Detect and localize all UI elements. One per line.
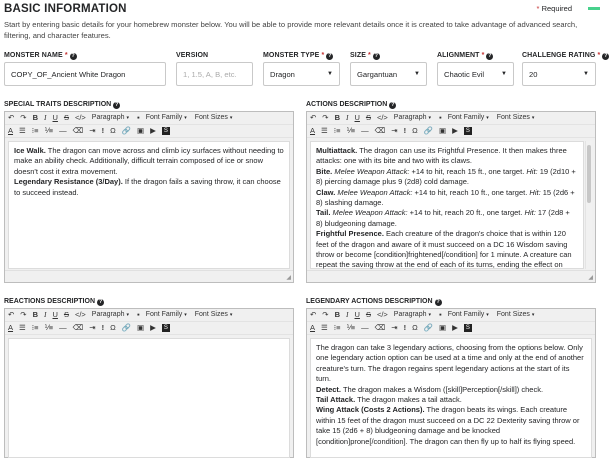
image-icon[interactable]: ▣ [137,323,145,332]
paragraph-dropdown[interactable]: Paragraph ▾ [91,114,130,121]
bold-button[interactable]: B [32,113,39,122]
bullet-list-icon[interactable]: ⁝≡ [333,126,341,135]
bold-button[interactable]: B [334,310,341,319]
source-icon[interactable]: S [465,325,470,331]
editor-toolbar-row-2 [307,322,595,335]
version-label: VERSION [176,52,209,59]
font-sizes-dropdown[interactable]: Font Sizes ▾ [194,114,233,121]
image-icon[interactable]: ▣ [137,126,145,135]
monster-name-label: MONSTER NAME * ? [4,52,75,59]
code-button[interactable]: </> [74,113,86,122]
paragraph-dropdown[interactable]: Paragraph ▾ [91,311,130,318]
undo-icon[interactable]: ↶ [8,310,15,319]
legendary-actions-editor [306,308,596,458]
special-traits-label: SPECIAL TRAITS DESCRIPTION ? [4,101,119,108]
reactions-editor [4,308,294,458]
image-icon[interactable]: ▣ [439,126,447,135]
source-icon[interactable]: S [163,128,168,134]
link-icon[interactable]: 🔗 [121,126,132,135]
font-sizes-dropdown[interactable]: Font Sizes ▾ [496,114,535,121]
numbered-list-icon[interactable]: ⅟≡ [346,126,356,135]
help-icon[interactable]: ? [98,299,103,305]
italic-button[interactable]: I [346,310,349,319]
page-title: BASIC INFORMATION [4,3,127,15]
horizontal-rule-icon[interactable]: — [361,126,369,135]
required-note: * Required [536,4,572,13]
help-icon[interactable]: ? [115,102,119,108]
monster-type-select[interactable]: Dragon ▼ [263,62,340,86]
paint-icon[interactable]: ▪ [137,113,140,122]
horizontal-rule-icon[interactable]: — [361,323,369,332]
numbered-list-icon[interactable]: ⅟≡ [44,126,54,135]
numbered-list-icon[interactable]: ⅟≡ [346,323,356,332]
omega-button[interactable]: Ω [412,126,418,135]
bold-button[interactable]: B [334,113,341,122]
underline-button[interactable]: U [52,113,58,122]
font-sizes-dropdown[interactable]: Font Sizes ▾ [496,311,535,318]
size-select[interactable]: Gargantuan ▼ [350,62,427,86]
clear-format-icon[interactable]: ⌫ [374,126,386,135]
paint-icon[interactable]: ▪ [439,113,442,122]
editor-toolbar-row-2 [5,322,293,335]
clear-format-icon[interactable]: ⌫ [374,323,386,332]
resize-grip-icon[interactable]: ◢ [588,275,593,281]
text-color-button[interactable]: A [310,323,316,332]
actions-content[interactable]: Multiattack. The dragon can use its Frightful Presence. It then makes three attacks: one with its bite and two with its claws. Bite. Melee Weapon Attack: +14 to hit, reach 15 ft., one target. Hit: 19 (2d10 + 8) piercing damage plus 9 (2d8) cold damage. Claw. Melee Weapon Attack: +14 to hit, reach 10 ft., one target. Hit: 15 (2d6 + 8) slashing damage. Tail. Melee Weapon Attack: +14 to hit, reach 20 ft., one target. Hit: 17 (2d8 + 8) bludgeoning damage. Frightful Presence. Each creature of the dragon's choice that is within 120 feet of the dragon and aware of it must succeed on a DC 16 Wisdom saving throw or become [condition]frightened[/condition] for 1 minute. A creature can repeat the saving throw at the end of each of its turns, ending the effect on [310,141,584,269]
font-family-dropdown[interactable]: Font Family ▾ [447,311,489,318]
bold-button[interactable]: B [32,310,39,319]
numbered-list-icon[interactable]: ⅟≡ [44,323,54,332]
source-icon[interactable]: S [465,128,470,134]
strikethrough-button[interactable]: S [63,113,69,122]
align-icon[interactable]: ☰ [321,126,328,135]
strikethrough-button[interactable]: S [365,113,371,122]
editor-toolbar-row-1 [307,112,595,125]
strikethrough-button[interactable]: S [365,310,371,319]
actions-scrollbar[interactable] [585,141,592,269]
redo-icon[interactable]: ↷ [20,310,27,319]
editor-statusbar [307,270,595,282]
reactions-label: REACTIONS DESCRIPTION ? [4,298,103,305]
omega-button[interactable]: Ω [110,323,116,332]
indent-icon[interactable]: ⇥ [391,323,398,332]
challenge-rating-select[interactable]: 20 ▼ [522,62,596,86]
help-icon[interactable]: ? [391,102,395,108]
media-icon[interactable]: ▶ [150,126,156,135]
underline-button[interactable]: U [354,113,360,122]
paragraph-dropdown[interactable]: Paragraph ▾ [393,311,432,318]
actions-editor [306,111,596,283]
image-icon[interactable]: ▣ [439,323,447,332]
resize-grip-icon[interactable]: ◢ [286,275,291,281]
paint-icon[interactable]: ▪ [439,310,442,319]
editor-toolbar-row-2 [5,125,293,138]
chevron-down-icon: ▼ [501,71,507,77]
strikethrough-button[interactable]: S [63,310,69,319]
font-family-dropdown[interactable]: Font Family ▾ [145,114,187,121]
chevron-down-icon: ▼ [414,71,420,77]
source-icon[interactable]: S [163,325,168,331]
link-icon[interactable]: 🔗 [423,323,434,332]
undo-icon[interactable]: ↶ [310,310,317,319]
font-sizes-dropdown[interactable]: Font Sizes ▾ [194,311,233,318]
omega-button[interactable]: Ω [412,323,418,332]
alignment-select[interactable]: Chaotic Evil ▼ [437,62,514,86]
italic-button[interactable]: I [44,113,47,122]
accent-bar [588,7,600,10]
text-color-button[interactable]: A [310,126,316,135]
editor-toolbar-row-1 [5,309,293,322]
italic-button[interactable]: I [44,310,47,319]
omega-button[interactable]: Ω [110,126,116,135]
help-icon[interactable]: ? [488,53,492,59]
indent-icon[interactable]: ⇥ [391,126,398,135]
bullet-list-icon[interactable]: ⁝≡ [31,126,39,135]
underline-button[interactable]: U [354,310,360,319]
help-icon[interactable]: ? [71,53,75,59]
clear-format-icon[interactable]: ⌫ [72,126,84,135]
help-icon[interactable]: ? [604,53,608,59]
alignment-label: ALIGNMENT * ? [437,52,492,59]
editor-toolbar-row-1 [5,112,293,125]
horizontal-rule-icon[interactable]: — [59,323,67,332]
intro-text: Start by entering basic details for your homebrew monster below. You will be able to provide more relevant details once it is created to take advantage of advanced search, filtering, and character features. [4,20,578,40]
editor-toolbar-row-2 [307,125,595,138]
align-icon[interactable]: ☰ [19,323,26,332]
monster-name-input[interactable]: COPY_OF_Ancient White Dragon [4,62,166,86]
reactions-content[interactable] [8,338,290,458]
code-button[interactable]: </> [376,310,388,319]
exclaim-button[interactable]: ! [101,323,105,332]
help-icon[interactable]: ? [328,53,332,59]
exclaim-button[interactable]: ! [101,126,105,135]
font-family-dropdown[interactable]: Font Family ▾ [447,114,489,121]
text-color-button[interactable]: A [8,126,14,135]
text-color-button[interactable]: A [8,323,14,332]
font-family-dropdown[interactable]: Font Family ▾ [145,311,187,318]
code-button[interactable]: </> [74,310,86,319]
bullet-list-icon[interactable]: ⁝≡ [31,323,39,332]
bullet-list-icon[interactable]: ⁝≡ [333,323,341,332]
clear-format-icon[interactable]: ⌫ [72,323,84,332]
chevron-down-icon: ▼ [327,71,333,77]
scroll-thumb[interactable] [587,145,591,203]
media-icon[interactable]: ▶ [452,323,458,332]
link-icon[interactable]: 🔗 [423,126,434,135]
undo-icon[interactable]: ↶ [310,113,317,122]
challenge-rating-label: CHALLENGE RATING * ? [522,52,608,59]
media-icon[interactable]: ▶ [452,126,458,135]
indent-icon[interactable]: ⇥ [89,126,96,135]
actions-label: ACTIONS DESCRIPTION ? [306,101,395,108]
indent-icon[interactable]: ⇥ [89,323,96,332]
media-icon[interactable]: ▶ [150,323,156,332]
align-icon[interactable]: ☰ [321,323,328,332]
editor-toolbar-row-1 [307,309,595,322]
italic-button[interactable]: I [346,113,349,122]
help-icon[interactable]: ? [436,299,440,305]
legendary-actions-label: LEGENDARY ACTIONS DESCRIPTION ? [306,298,440,305]
link-icon[interactable]: 🔗 [121,323,132,332]
exclaim-button[interactable]: ! [403,126,407,135]
align-icon[interactable]: ☰ [19,126,26,135]
undo-icon[interactable]: ↶ [8,113,15,122]
chevron-down-icon: ▼ [583,71,589,77]
help-icon[interactable]: ? [374,53,379,59]
version-input[interactable]: 1, 1.5, A, B, etc. [176,62,253,86]
paragraph-dropdown[interactable]: Paragraph ▾ [393,114,432,121]
size-label: SIZE * ? [350,52,379,59]
code-button[interactable]: </> [376,113,388,122]
horizontal-rule-icon[interactable]: — [59,126,67,135]
legendary-actions-content[interactable]: The dragon can take 3 legendary actions, choosing from the options below. Only one legendary action option can be used at a time and only at the end of another creature's turn. The dragon regains spent legendary actions at the start of its turn. Detect. The dragon makes a Wisdom ([skill]Perception[/skill]) check. Tail Attack. The dragon makes a tail attack. Wing Attack (Costs 2 Actions). The dragon beats its wings. Each creature within 15 feet of the dragon must succeed on a DC 22 Dexterity saving throw or take 15 (2d6 + 8) bludgeoning damage and be knocked [condition]prone[/condition]. The dragon can then fly up to half its flying speed. [310,338,592,458]
redo-icon[interactable]: ↷ [322,310,329,319]
monster-type-label: MONSTER TYPE * ? [263,52,332,59]
redo-icon[interactable]: ↷ [20,113,27,122]
special-traits-editor [4,111,294,283]
underline-button[interactable]: U [52,310,58,319]
paint-icon[interactable]: ▪ [137,310,140,319]
redo-icon[interactable]: ↷ [322,113,329,122]
editor-statusbar [5,270,293,282]
special-traits-content[interactable]: Ice Walk. The dragon can move across and climb icy surfaces without needing to make an ability check. Additionally, difficult terrain composed of ice or snow doesn't cost it extra movement. Legendary Resistance (3/Day). If the dragon fails a saving throw, it can choose to succeed instead. [8,141,290,269]
exclaim-button[interactable]: ! [403,323,407,332]
